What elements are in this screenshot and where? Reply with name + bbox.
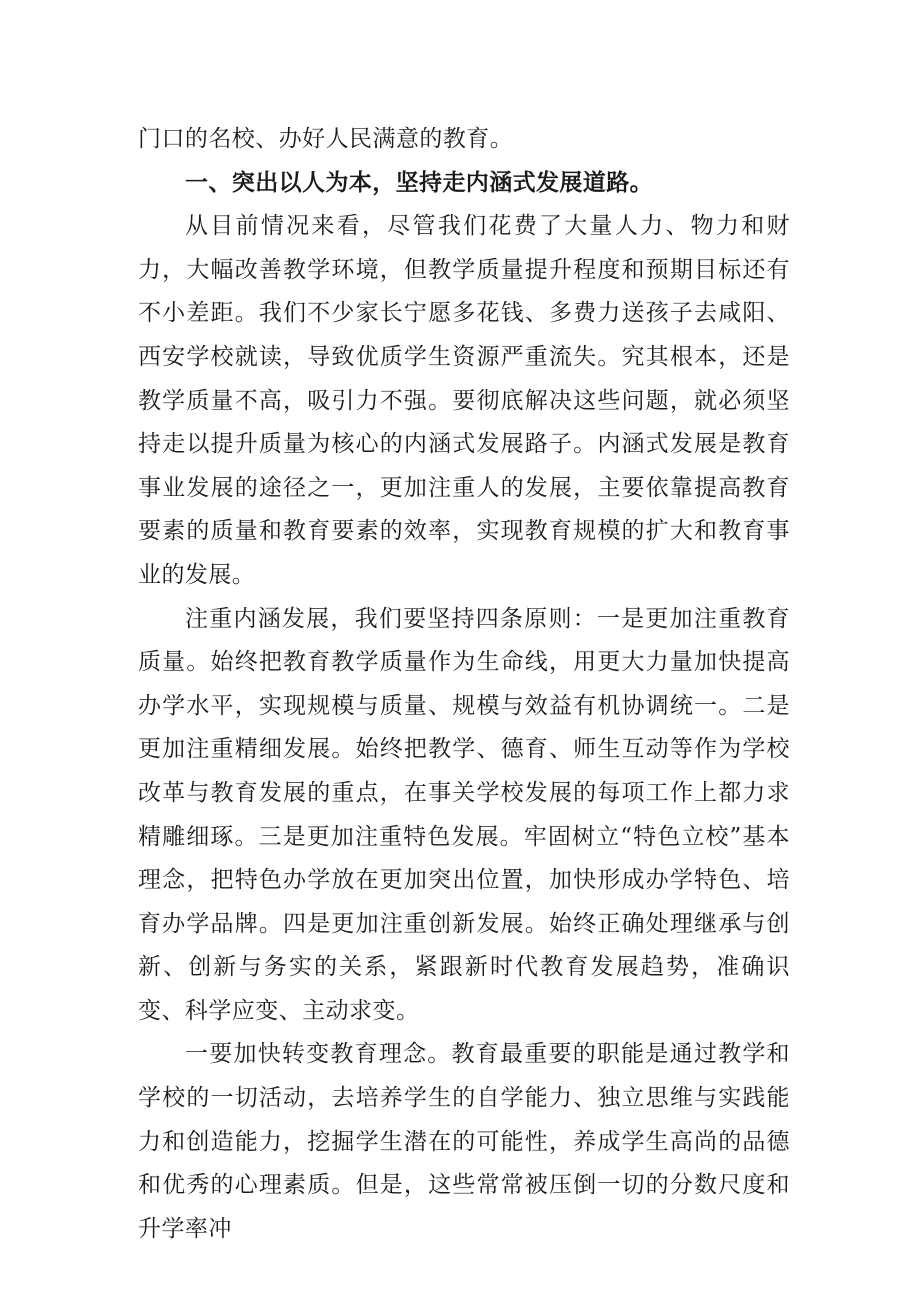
document-page [138,118,790,1251]
continuation-paragraph: 门口的名校、办好人民满意的教育。 [138,126,514,152]
section-heading: 一、突出以人为本，坚持走内涵式发展道路。 [185,169,653,196]
body-paragraph-education-concept: 一要加快转变教育理念。教育最重要的职能是通过教学和学校的一切活动，去培养学生的自学能力、独立思维与实践能力和创造能力，挖掘学生潜在的可能性，养成学生高尚的品德和优秀的心理素质。但是，这些常常被压倒一切的分数尺度和升学率冲 [138,1041,790,1242]
body-paragraph-current-situation: 从目前情况来看，尽管我们花费了大量人力、物力和财力，大幅改善教学环境，但教学质量提升程度和预期目标还有不小差距。我们不少家长宁愿多花钱、多费力送孩子去咸阳、西安学校就读，导致优质学生资源严重流失。究其根本，还是教学质量不高，吸引力不强。要彻底解决这些问题，就必须坚持走以提升质量为核心的内涵式发展路子。内涵式发展是教育事业发展的途径之一，更加注重人的发展，主要依靠提高教育要素的质量和教育要素的效率，实现教育规模的扩大和教育事业的发展。 [138,213,790,588]
body-paragraph-four-principles: 注重内涵发展，我们要坚持四条原则：一是更加注重教育质量。始终把教育教学质量作为生命线，用更大力量加快提高办学水平，实现规模与质量、规模与效益有机协调统一。二是更加注重精细发展。始终把教学、德育、师生互动等作为学校改革与教育发展的重点，在事关学校发展的每项工作上都力求精雕细琢。三是更加注重特色发展。牢固树立“特色立校”基本理念，把特色办学放在更加突出位置，加快形成办学特色、培育办学品牌。四是更加注重创新发展。始终正确处理继承与创新、创新与务实的关系，紧跟新时代教育发展趋势，准确识变、科学应变、主动求变。 [138,605,790,1024]
